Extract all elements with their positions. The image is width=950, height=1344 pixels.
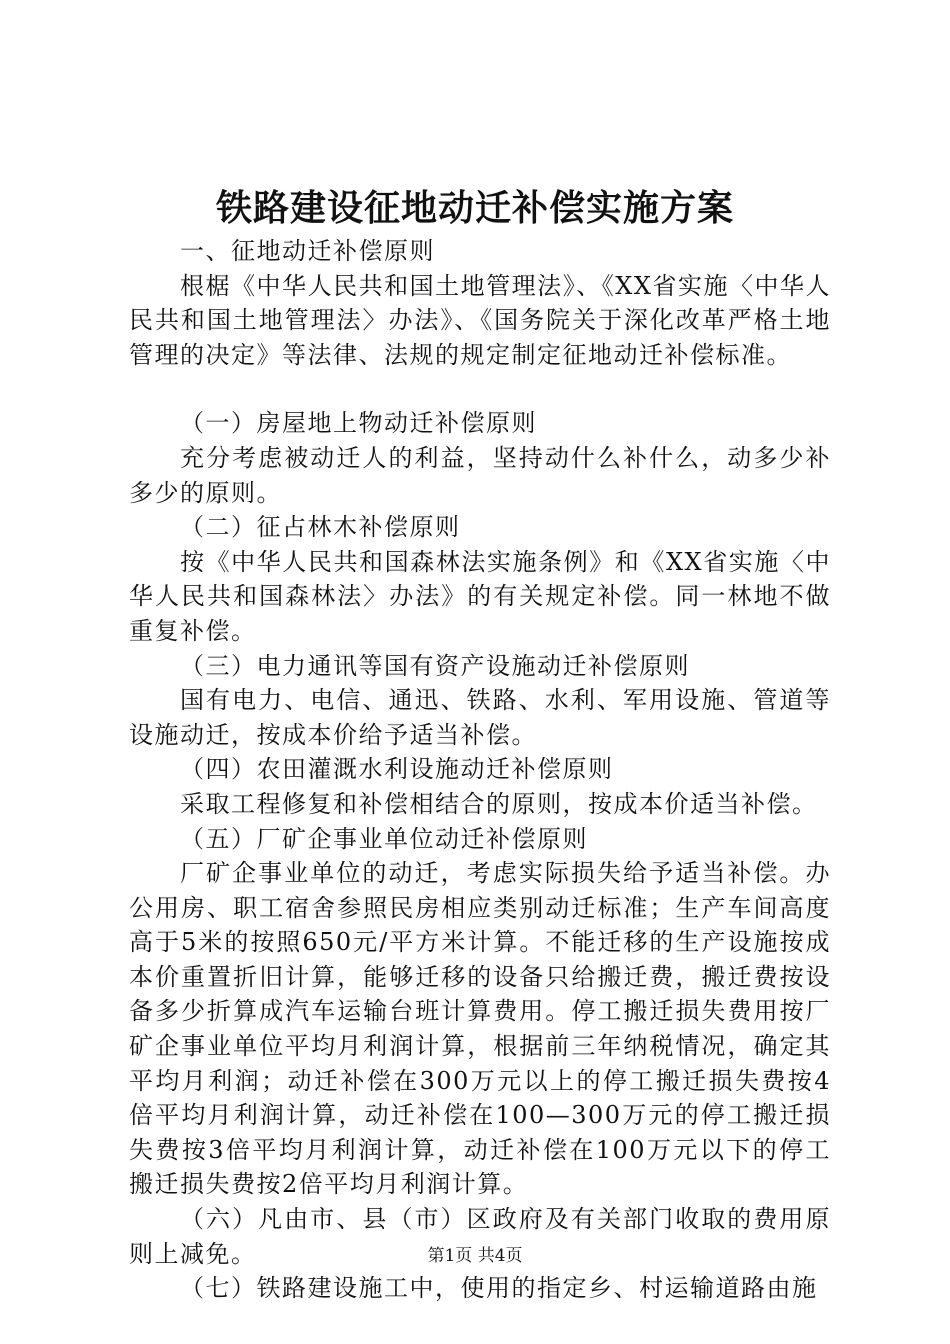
document-body — [129, 234, 831, 1306]
paragraph-spacer — [129, 372, 831, 406]
paragraph-forest: 按《中华人民共和国森林法实施条例》和《XX省实施〈中华人民共和国森林法〉办法》的有关规定补偿。同一林地不做重复补偿。 — [129, 547, 831, 645]
document-title: 铁路建设征地动迁补偿实施方案 — [215, 187, 734, 229]
subheading-state-assets: （三）电力通讯等国有资产设施动迁补偿原则 — [180, 651, 690, 680]
section-heading-principles: 一、征地动迁补偿原则 — [180, 237, 435, 265]
paragraph-state-assets: 国有电力、电信、通迅、铁路、水利、军用设施、管道等设施动迁，按成本价给予适当补偿。 — [129, 686, 831, 749]
paragraph-fee-reduction: （六）凡由市、县（市）区政府及有关部门收取的费用原则上减免。 — [129, 1205, 831, 1268]
paragraph-legal-basis: 根椐《中华人民共和国土地管理法》、《XX省实施〈中华人民共和国土地管理法〉办法》、《国务院关于深化改革严格土地管理的决定》等法律、法规的规定制定征地动迁补偿标准。 — [129, 271, 831, 369]
paragraph-roads: （七）铁路建设施工中，使用的指定乡、村运输道路由施 — [180, 1274, 818, 1303]
subheading-housing: （一）房屋地上物动迁补偿原则 — [180, 409, 537, 438]
paragraph-enterprises: 厂矿企事业单位的动迁，考虑实际损失给予适当补偿。办公用房、职工宿舍参照民房相应类别动迁标准；生产车间高度高于5米的按照650元/平方米计算。不能迁移的生产设施按成本价重置折旧计算，能够迁移的设备只给搬迁费，搬迁费按设备多少折算成汽车运输台班计算费用。停工搬迁损失费用按厂矿企事业单位平均月利润计算，根据前三年纳税情况，确定其平均月利润；动迁补偿在300万元以上的停工搬迁损失费按4倍平均月利润计算，动迁补偿在100—300万元的停工搬迁损失费按3倍平均月利润计算，动迁补偿在100万元以下的停工搬迁损失费按2倍平均月利润计算。 — [129, 859, 831, 1199]
paragraph-housing: 充分考虑被动迁人的利益，坚持动什么补什么，动多少补多少的原则。 — [129, 443, 831, 507]
paragraph-irrigation: 采取工程修复和补偿相结合的原则，按成本价适当补偿。 — [180, 789, 818, 818]
subheading-forest: （二）征占林木补偿原则 — [180, 513, 461, 542]
page-number-footer: 第1页 共4页 — [427, 1246, 523, 1266]
subheading-irrigation: （四）农田灌溉水利设施动迁补偿原则 — [180, 755, 614, 784]
subheading-enterprises: （五）厂矿企事业单位动迁补偿原则 — [180, 824, 588, 853]
